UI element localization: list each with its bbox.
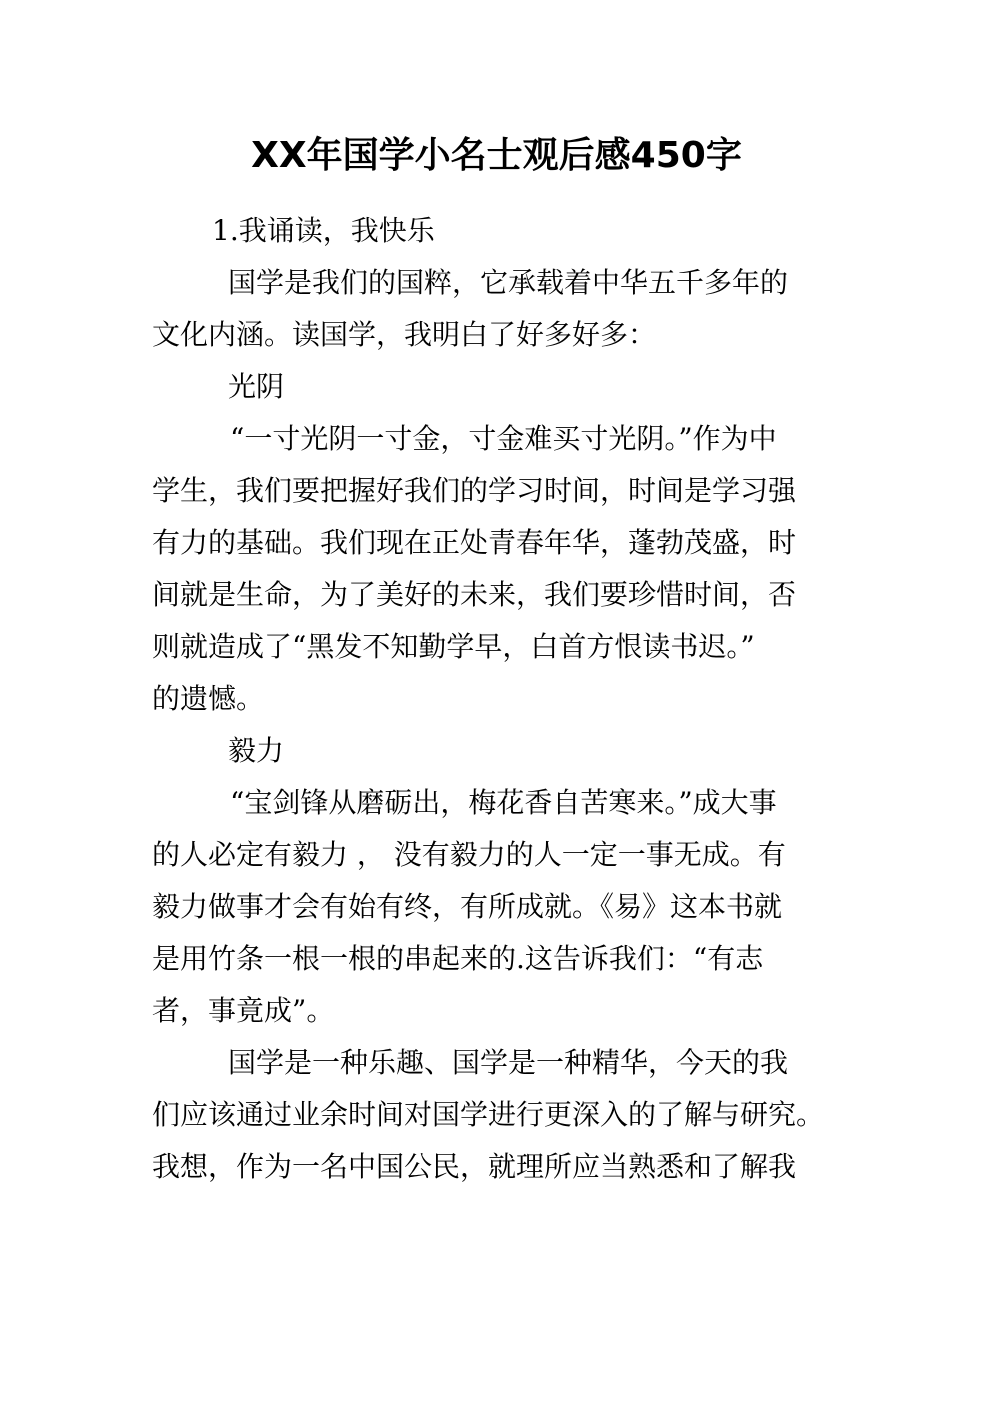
paragraph-line: 们应该通过业余时间对国学进行更深入的了解与研究。 [152, 1098, 825, 1131]
paragraph-line: 有力的基础。我们现在正处青春年华，蓬勃茂盛，时 [152, 526, 797, 559]
document-title: XX年国学小名士观后感450字 [251, 135, 742, 176]
paragraph-line: 学生，我们要把握好我们的学习时间，时间是学习强 [152, 474, 797, 507]
paragraph-line: 者，事竟成”。 [152, 994, 335, 1027]
document-body [152, 205, 852, 1193]
paragraph-line: “宝剑锋从磨砺出，梅花香自苦寒来。”成大事 [230, 786, 777, 819]
paragraph-line: 国学是一种乐趣、国学是一种精华，今天的我 [228, 1046, 789, 1079]
paragraph-line: 的遗憾。 [152, 682, 265, 715]
paragraph-line: 间就是生命，为了美好的未来，我们要珍惜时间，否 [152, 578, 797, 611]
section-heading: 1.我诵读，我快乐 [212, 214, 435, 247]
paragraph-line: 文化内涵。读国学，我明白了好多好多： [152, 318, 657, 351]
paragraph-line: 毅力做事才会有始有终，有所成就。《易》这本书就 [152, 890, 783, 923]
paragraph-line: 我想，作为一名中国公民，就理所应当熟悉和了解我 [152, 1150, 797, 1183]
subheading: 光阴 [228, 370, 285, 403]
paragraph-line: 国学是我们的国粹，它承载着中华五千多年的 [228, 266, 789, 299]
paragraph-line: 则就造成了“黑发不知勤学早，白首方恨读书迟。” [152, 630, 755, 663]
subheading: 毅力 [228, 734, 285, 767]
paragraph-line: 是用竹条一根一根的串起来的.这告诉我们：“有志 [152, 942, 764, 975]
paragraph-line: “一寸光阴一寸金，寸金难买寸光阴。”作为中 [230, 422, 777, 455]
paragraph-line: 的人必定有毅力 ， 没有毅力的人一定一事无成。有 [152, 838, 786, 871]
